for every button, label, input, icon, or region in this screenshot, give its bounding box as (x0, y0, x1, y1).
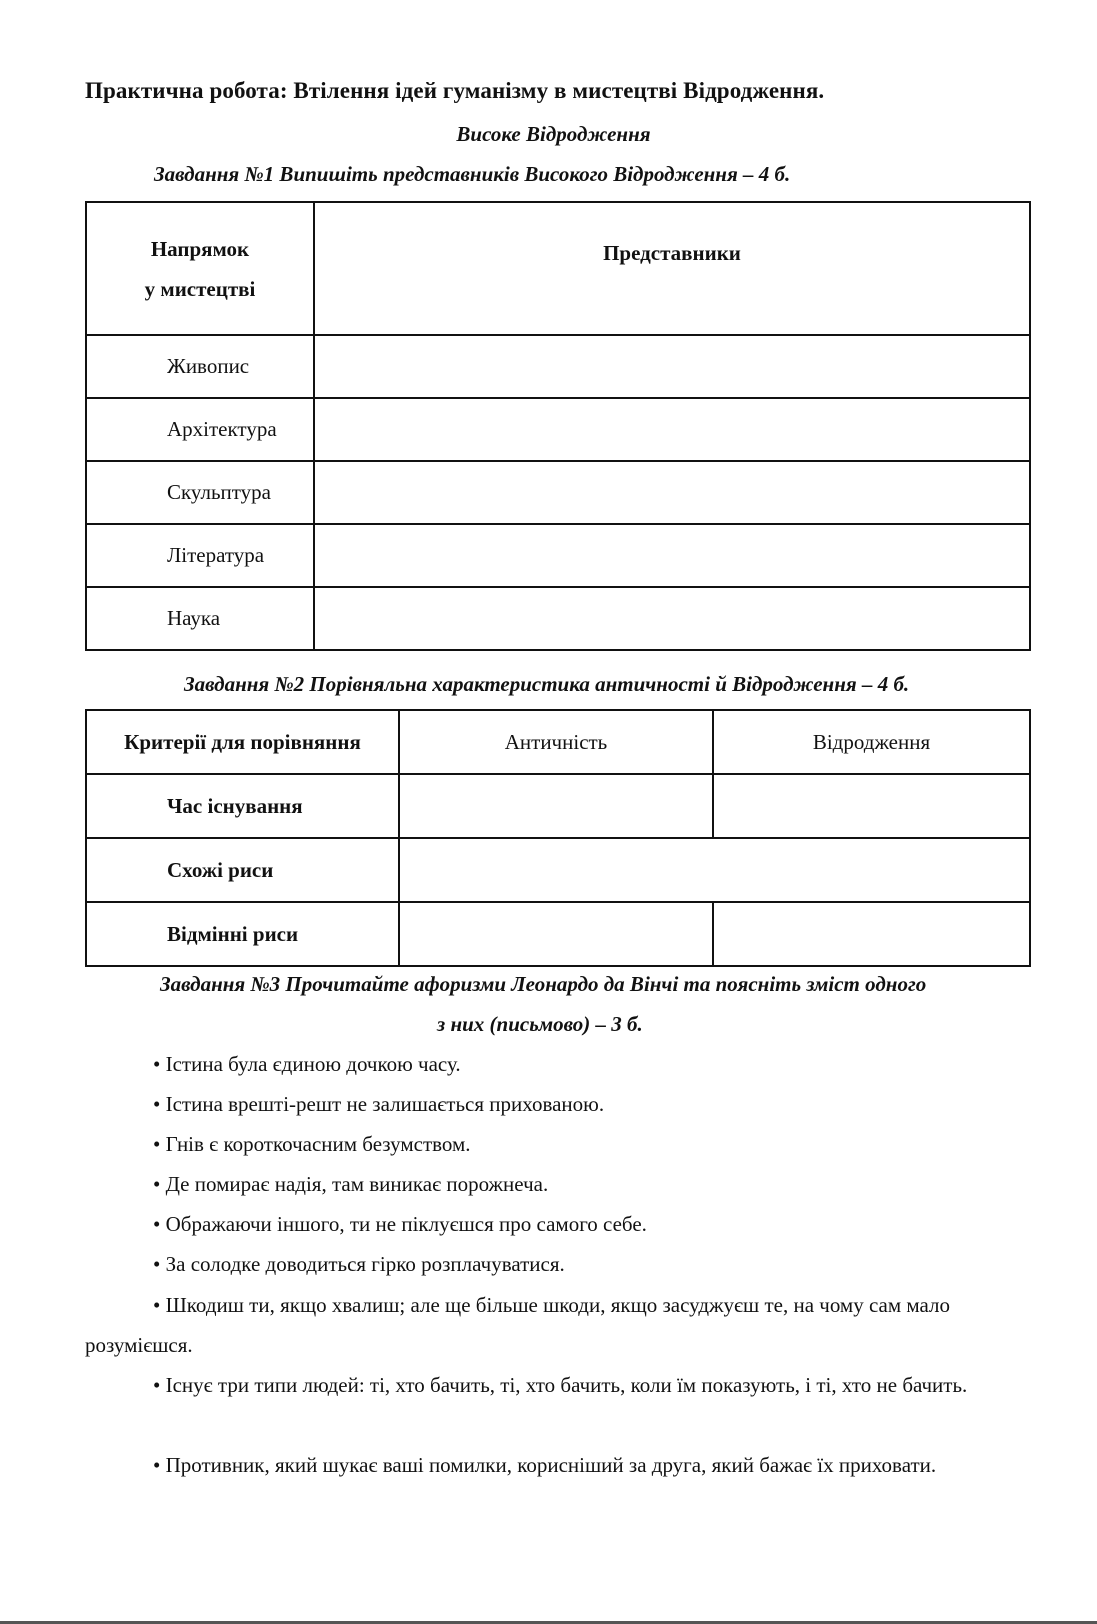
task1-row-label: Живопис (86, 335, 314, 398)
task3-heading-line1: Завдання №3 Прочитайте афоризми Леонардо да Вінчі та поясніть зміст одного (160, 972, 927, 996)
task1-answer-cell[interactable] (314, 461, 1030, 524)
table-row (86, 902, 1030, 966)
task1-header-direction-line2: у мистецтві (144, 276, 256, 301)
task2-header-renaissance: Відродження (713, 710, 1030, 774)
task1-header-direction-line1: Напрямок (150, 236, 250, 261)
task2-row-label: Схожі риси (86, 838, 399, 902)
task2-header-row (86, 710, 1030, 774)
aphorism-item: • Де помирає надія, там виникає порожнеча. (153, 1172, 549, 1196)
task2-antiquity-cell[interactable] (399, 774, 713, 838)
task1-row-label: Архітектура (86, 398, 314, 461)
task1-header-representatives: Представники (314, 202, 1030, 335)
aphorism-item-long: • Існує три типи людей: ті, хто бачить, ті, хто бачить, коли їм показують, і ті, хто не бачить. (153, 1373, 968, 1397)
task2-merged-cell[interactable] (399, 838, 1030, 902)
task1-row-label: Наука (86, 587, 314, 650)
task1-row-label: Література (86, 524, 314, 587)
table-row (86, 524, 1030, 587)
table-row (86, 838, 1030, 902)
aphorism-item-long: • Противник, який шукає ваші помилки, корисніший за друга, який бажає їх приховати. (153, 1453, 937, 1477)
task1-header-direction (86, 202, 314, 335)
task2-row-label: Відмінні риси (86, 902, 399, 966)
section-subtitle: Високе Відродження (456, 122, 651, 146)
task2-heading: Завдання №2 Порівняльна характеристика античності й Відродження – 4 б. (184, 672, 910, 696)
task2-table (85, 709, 1031, 967)
table-row (86, 335, 1030, 398)
task2-renaissance-cell[interactable] (713, 902, 1030, 966)
aphorism-item: • Істина врешті-решт не залишається прихованою. (153, 1092, 605, 1116)
task2-header-criteria: Критерії для порівняння (86, 710, 399, 774)
task2-row-label: Час існування (86, 774, 399, 838)
task2-renaissance-cell[interactable] (713, 774, 1030, 838)
task3-heading-line2: з них (письмово) – 3 б. (437, 1012, 643, 1036)
aphorism-item: • Ображаючи іншого, ти не піклуєшся про самого себе. (153, 1212, 647, 1236)
task2-antiquity-cell[interactable] (399, 902, 713, 966)
page-title: Практична робота: Втілення ідей гуманізму в мистецтві Відродження. (85, 78, 825, 103)
table-row (86, 461, 1030, 524)
task1-answer-cell[interactable] (314, 587, 1030, 650)
table-row (86, 398, 1030, 461)
aphorism-item: • Істина була єдиною дочкою часу. (153, 1052, 461, 1076)
aphorism-item: • Гнів є короткочасним безумством. (153, 1132, 471, 1156)
aphorism-item: • За солодке доводиться гірко розплачуватися. (153, 1252, 565, 1276)
task1-header-row (86, 202, 1030, 335)
task1-answer-cell[interactable] (314, 335, 1030, 398)
task1-answer-cell[interactable] (314, 398, 1030, 461)
table-row (86, 587, 1030, 650)
task2-header-antiquity: Античність (399, 710, 713, 774)
task1-table (85, 201, 1031, 651)
aphorism-item-long: • Шкодиш ти, якщо хвалиш; але ще більше шкоди, якщо засуджуєш те, на чому сам мало розумієшся. (85, 1293, 951, 1357)
task1-row-label: Скульптура (86, 461, 314, 524)
table-row (86, 774, 1030, 838)
task1-heading: Завдання №1 Випишіть представників Високого Відродження – 4 б. (154, 162, 791, 186)
task1-answer-cell[interactable] (314, 524, 1030, 587)
